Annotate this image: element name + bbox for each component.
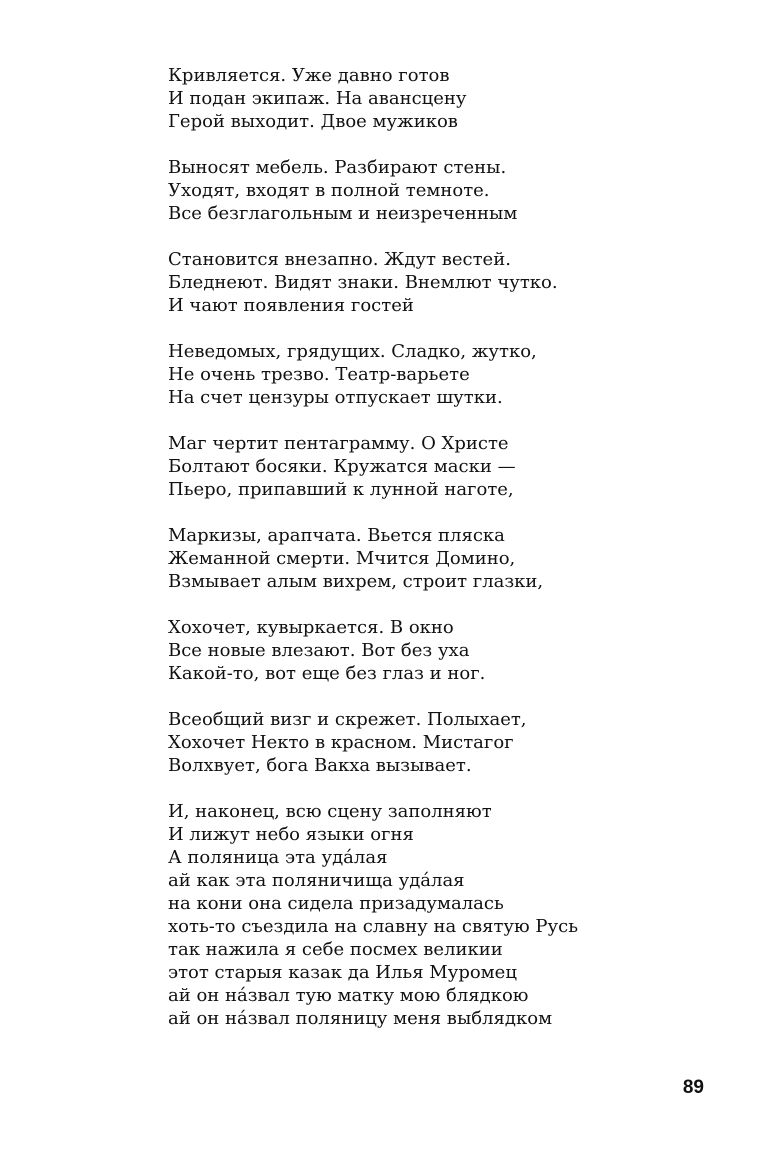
poem-line: так нажила я себе посмех великии — [168, 939, 503, 960]
stanza-9 — [168, 800, 728, 1030]
poem-line: Маркизы, арапчата. Вьется пляска — [168, 525, 505, 546]
poem-line: ай как эта поляничища уда́лая — [168, 870, 465, 891]
poem-line: Болтают босяки. Кружатся маски — — [168, 456, 516, 477]
poem-line: Уходят, входят в полной темноте. — [168, 180, 490, 201]
poem-text — [168, 64, 728, 1053]
poem-line: Становится внезапно. Ждут вестей. — [168, 249, 511, 270]
poem-line: Герой выходит. Двое мужиков — [168, 111, 458, 132]
poem-line: Кривляется. Уже давно готов — [168, 65, 450, 86]
poem-line: Жеманной смерти. Мчится Домино, — [168, 548, 516, 569]
poem-line: Взмывает алым вихрем, строит глазки, — [168, 571, 544, 592]
poem-line: И чают появления гостей — [168, 295, 414, 316]
poem-line: ай он на́звал поляницу меня выблядком — [168, 1008, 553, 1029]
poem-line: Волхвует, бога Вакха вызывает. — [168, 755, 472, 776]
poem-line: Хохочет, кувыркается. В окно — [168, 617, 454, 638]
poem-line: Неведомых, грядущих. Сладко, жутко, — [168, 341, 537, 362]
poem-line: Хохочет Некто в красном. Мистагог — [168, 732, 514, 753]
page-number: 89 — [682, 1077, 704, 1098]
stanza-7 — [168, 616, 728, 685]
poem-line: И, наконец, всю сцену заполняют — [168, 801, 492, 822]
poem-line: Пьеро, припавший к лунной наготе, — [168, 479, 514, 500]
poem-line: Все новые влезают. Вот без уха — [168, 640, 470, 661]
poem-line: ай он на́звал тую матку мою блядкою — [168, 985, 529, 1006]
poem-line: Бледнеют. Видят знаки. Внемлют чутко. — [168, 272, 558, 293]
poem-line: хоть-то съездила на славну на святую Русь — [168, 916, 579, 937]
poem-line: И лижут небо языки огня — [168, 824, 414, 845]
poem-line: Маг чертит пентаграмму. О Христе — [168, 433, 509, 454]
poem-line: Всеобщий визг и скрежет. Полыхает, — [168, 709, 527, 730]
poem-line: На счет цензуры отпускает шутки. — [168, 387, 503, 408]
stanza-3 — [168, 248, 728, 317]
stanza-4 — [168, 340, 728, 409]
poem-line: А поляница эта уда́лая — [168, 847, 388, 868]
poem-line: на кони она сидела призадумалась — [168, 893, 504, 914]
poem-line: Все безглагольным и неизреченным — [168, 203, 518, 224]
poem-line: Какой-то, вот еще без глаз и ног. — [168, 663, 486, 684]
stanza-5 — [168, 432, 728, 501]
poem-line: Не очень трезво. Театр-варьете — [168, 364, 470, 385]
poem-line: этот старыя казак да Илья Муромец — [168, 962, 517, 983]
stanza-2 — [168, 156, 728, 225]
stanza-6 — [168, 524, 728, 593]
stanza-8 — [168, 708, 728, 777]
poem-line: И подан экипаж. На авансцену — [168, 88, 467, 109]
stanza-1 — [168, 64, 728, 133]
poem-line: Выносят мебель. Разбирают стены. — [168, 157, 507, 178]
